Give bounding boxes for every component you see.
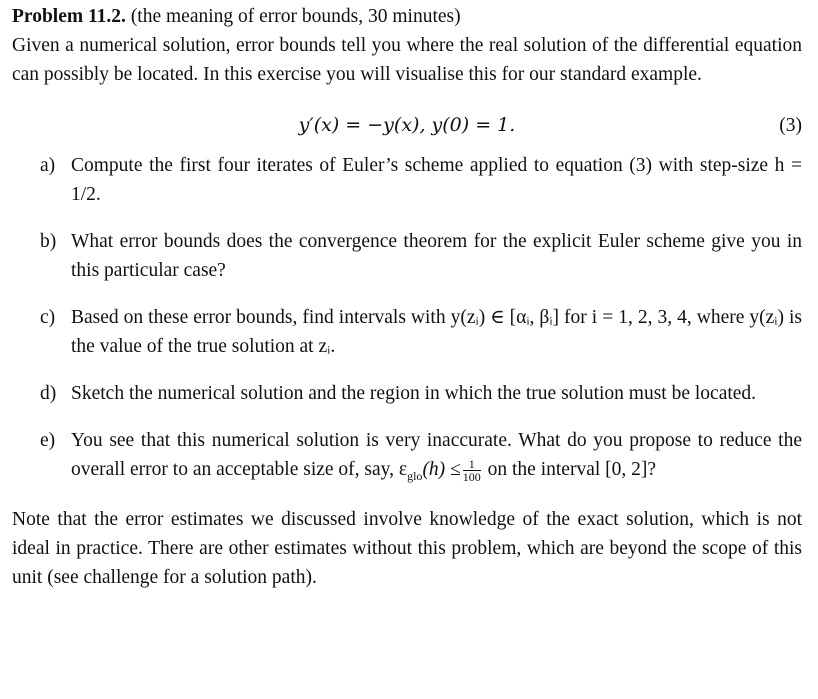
part-e-text-after: on the interval [0, 2]?	[487, 459, 657, 480]
part-marker: e)	[40, 430, 56, 451]
fraction-denominator: 100	[462, 470, 481, 485]
part-marker: a)	[40, 155, 56, 176]
problem-label: Problem 11.2.	[12, 6, 126, 27]
part-marker: b)	[40, 231, 57, 252]
part-e-text-middle: (h) ≤	[422, 459, 461, 480]
equation-number: (3)	[779, 115, 802, 136]
problem-page	[12, 2, 802, 592]
part-d	[12, 379, 802, 408]
fraction-numerator: 1	[463, 458, 481, 471]
problem-subtitle: (the meaning of error bounds, 30 minutes)	[130, 6, 461, 27]
problem-parts	[12, 151, 802, 491]
part-marker: d)	[40, 383, 57, 404]
part-e-subscript: glo	[407, 468, 423, 483]
part-b	[12, 227, 802, 285]
fraction	[463, 458, 481, 483]
part-text: What error bounds does the convergence theorem for the explicit Euler scheme give you in this particular case?	[71, 231, 802, 281]
part-text: Sketch the numerical solution and the region in which the true solution must be located.	[71, 383, 757, 404]
part-a	[12, 151, 802, 209]
part-e	[12, 426, 802, 491]
problem-intro: Given a numerical solution, error bounds tell you where the real solution of the differential equation can possibly be located. In this exercise you will visualise this for our standard example.	[12, 35, 802, 85]
equation-row	[12, 107, 802, 143]
equation: y′(x) = −y(x), y(0) = 1.	[298, 114, 516, 136]
part-c	[12, 303, 802, 361]
problem-heading	[12, 2, 802, 31]
closing-note: Note that the error estimates we discussed involve knowledge of the exact solution, which is not ideal in practice. There are other estimates without this problem, which are beyond the scope of this unit (see challenge for a solution path).	[12, 508, 802, 588]
part-text	[71, 426, 802, 491]
part-e-text-before: You see that this numerical solution is very inaccurate. What do you propose to reduce the overall error to an acceptable size of, say, ε	[71, 430, 802, 480]
part-text: Based on these error bounds, find intervals with y(zᵢ) ∈ [αᵢ, βᵢ] for i = 1, 2, 3, 4, where y(zᵢ) is the value of the true solution at zᵢ.	[71, 307, 802, 357]
part-marker: c)	[40, 307, 56, 328]
part-text: Compute the first four iterates of Euler’s scheme applied to equation (3) with step-size h = 1/2.	[71, 155, 802, 205]
